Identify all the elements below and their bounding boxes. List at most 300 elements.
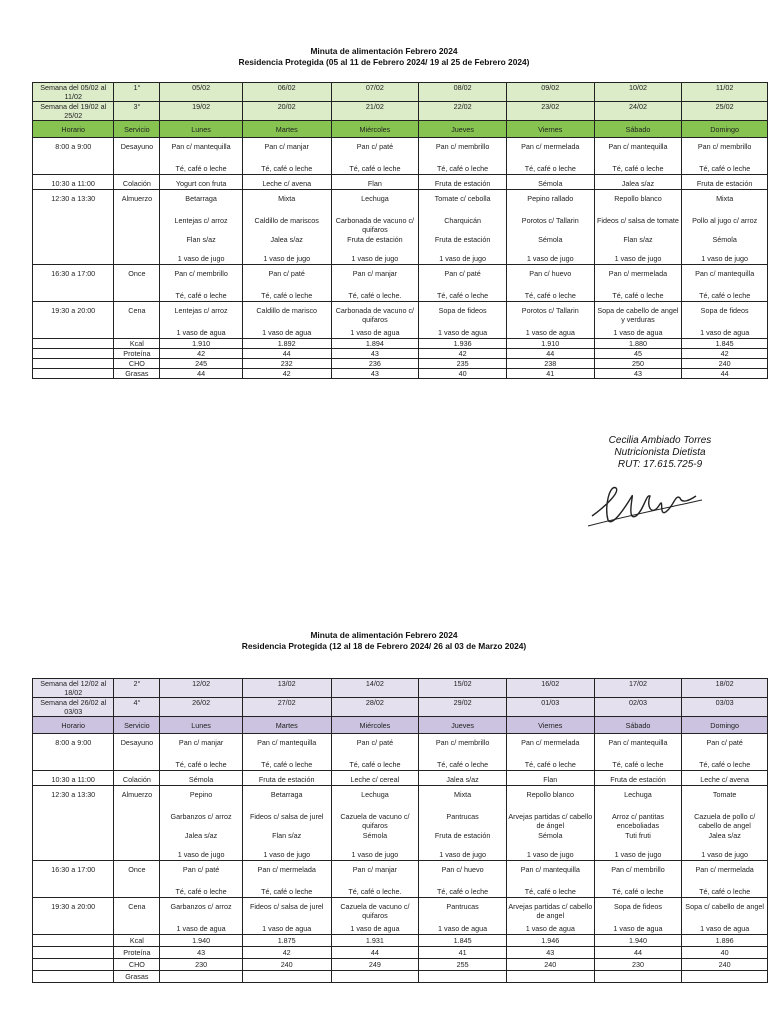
meal-service: Once [114,265,160,302]
meal-item: 1 vaso de agua [176,328,226,337]
nutrient-value: 42 [242,947,331,959]
meal-item: Arvejas partidas c/ cabello de ángel [508,812,593,830]
meal-cell [331,175,419,190]
nutrient-value: 1.931 [331,935,419,947]
header-row [33,121,768,138]
nutrition-row [33,971,768,983]
meal-item: Fruta de estación [696,179,753,188]
nutrient-value: 1.896 [682,935,768,947]
nutrient-value: 1.940 [594,935,682,947]
meal-item: Té, café o leche [261,164,313,173]
empty-cell [33,971,114,983]
meal-cell [331,898,419,935]
meal-item: 1 vaso de jugo [526,254,574,263]
meal-cell [160,861,242,898]
meal-cell [594,175,682,190]
nutrient-value [594,971,682,983]
meal-item: Sémola [188,775,214,784]
meal-item: Fideos c/ salsa de jurel [249,812,324,821]
meal-cell [506,734,594,771]
menu-table-week-1-3 [32,82,768,379]
meal-item: Betarraga [270,790,303,799]
nutrient-value: 230 [594,959,682,971]
nutrient-label: Grasas [114,971,160,983]
meal-item: Pan c/ mantequilla [257,738,317,747]
meal-service: Cena [114,302,160,339]
column-header: Sábado [594,717,682,734]
meal-cell [682,786,768,861]
meal-time: 16:30 a 17:00 [33,265,114,302]
nutrient-value: 245 [160,359,242,369]
meal-item: Jalea s/az [708,831,741,840]
meal-item: 1 vaso de agua [700,924,750,933]
empty-cell [33,339,114,349]
date-cell: 20/02 [242,102,331,121]
meal-item: Pepino rallado [527,194,574,203]
meal-item: Cazuela de pollo c/ cabello de angel [694,812,756,830]
meal-item: Carbonada de vacuno c/ quifaros [335,216,415,234]
meal-item: 1 vaso de jugo [614,254,662,263]
nutrient-value: 1.910 [160,339,242,349]
empty-cell [33,349,114,359]
meal-item: Pan c/ paté [706,738,743,747]
date-cell: 02/03 [594,698,682,717]
nutrient-value: 1.910 [506,339,594,349]
meal-row [33,861,768,898]
meal-cell [160,898,242,935]
date-cell: 03/03 [682,698,768,717]
meal-cell [682,898,768,935]
meal-time: 8:00 a 9:00 [33,734,114,771]
meal-item: 1 vaso de agua [350,328,400,337]
column-header: Servicio [114,717,160,734]
meal-row [33,734,768,771]
date-cell: 28/02 [331,698,419,717]
meal-cell [419,771,507,786]
meal-time: 19:30 a 20:00 [33,898,114,935]
meal-cell [242,734,331,771]
meal-service: Desayuno [114,138,160,175]
meal-cell [506,175,594,190]
meal-cell [242,302,331,339]
meal-service: Almuerzo [114,786,160,861]
date-cell: 23/02 [506,102,594,121]
column-header: Jueves [419,717,507,734]
meal-item: Pan c/ mantequilla [608,738,668,747]
meal-item: Pan c/ mermelada [608,269,668,278]
meal-item: 1 vaso de agua [438,924,488,933]
date-cell: 27/02 [242,698,331,717]
meal-item: Pan c/ manjar [352,269,398,278]
meal-time: 8:00 a 9:00 [33,138,114,175]
column-header: Domingo [682,121,768,138]
meal-item: Sémola [362,831,388,840]
column-header: Lunes [160,717,242,734]
header-row [33,717,768,734]
date-cell: 19/02 [160,102,242,121]
meal-cell [331,861,419,898]
meal-cell [682,190,768,265]
meal-item: Jalea s/az [446,775,479,784]
nutrient-label: Kcal [114,935,160,947]
meal-item: Jalea s/az [184,831,218,840]
meal-cell [160,786,242,861]
date-cell: 24/02 [594,102,682,121]
meal-item: Sémola [538,235,563,244]
empty-cell [33,359,114,369]
meal-item: Pan c/ membrillo [174,269,228,278]
column-header: Jueves [419,121,507,138]
nutrient-value: 232 [242,359,331,369]
meal-cell [160,190,242,265]
meal-item: Pan c/ huevo [529,269,572,278]
meal-cell [506,190,594,265]
meal-time: 10:30 a 11:00 [33,771,114,786]
meal-item: Té, café o leche [612,164,664,173]
meal-service: Once [114,861,160,898]
meal-item: Té, café o leche [524,887,576,896]
meal-item: 1 vaso de jugo [263,850,311,859]
date-cell: 11/02 [682,83,768,102]
meal-item: Porotos c/ Tallarin [521,216,579,225]
meal-item: Fruta de estación [434,235,491,244]
nutrient-value: 1.875 [242,935,331,947]
date-cell: 21/02 [331,102,419,121]
nutrition-row [33,359,768,369]
date-cell: 15/02 [419,679,507,698]
meal-cell [160,771,242,786]
nutrient-value [242,971,331,983]
meal-item: Mixta [716,194,734,203]
meal-cell [594,898,682,935]
date-cell: 14/02 [331,679,419,698]
signature-rut: RUT: 17.615.725-9 [617,459,703,470]
meal-cell [419,786,507,861]
meal-item: 1 vaso de agua [176,924,226,933]
empty-cell [33,959,114,971]
date-cell: 07/02 [331,83,419,102]
nutrient-value: 249 [331,959,419,971]
meal-item: 1 vaso de agua [700,328,750,337]
meal-cell [331,771,419,786]
meal-item: 1 vaso de agua [438,328,488,337]
meal-item: Té, café o leche. [348,291,402,300]
meal-item: 1 vaso de agua [613,924,663,933]
meal-item: Tomate [712,790,737,799]
meal-item: Té, café o leche [261,887,313,896]
week-label: Semana del 26/02 al 03/03 [33,698,114,717]
meal-cell [682,175,768,190]
meal-cell [506,898,594,935]
meal-item: 1 vaso de agua [262,328,312,337]
meal-cell [594,771,682,786]
meal-item: Té, café o leche [437,760,489,769]
meal-item: Garbanzos c/ arroz [170,902,232,911]
meal-cell [682,138,768,175]
meal-cell [682,771,768,786]
nutrient-value: 41 [506,369,594,379]
nutrient-value: 236 [331,359,419,369]
meal-item: Té, café o leche [699,887,751,896]
nutrient-value: 44 [682,369,768,379]
meal-cell [419,734,507,771]
nutrient-value [682,971,768,983]
nutrient-value: 44 [242,349,331,359]
meal-item: 1 vaso de agua [262,924,312,933]
meal-item: 1 vaso de jugo [526,850,574,859]
meal-item: Té, café o leche [175,291,227,300]
meal-item: Sémola [538,831,563,840]
meal-item: Flan [367,179,382,188]
week-label: Semana del 05/02 al 11/02 [33,83,114,102]
meal-item: Leche c/ avena [700,775,750,784]
meal-item: Té, café o leche [524,291,576,300]
meal-item: Fruta de estación [258,775,315,784]
meal-item: Lechuga [624,790,652,799]
meal-item: 1 vaso de jugo [351,850,399,859]
meal-row [33,190,768,265]
meal-item: Jalea s/az [621,179,655,188]
meal-cell [160,734,242,771]
nutrient-value: 42 [419,349,507,359]
nutrient-value: 230 [160,959,242,971]
meal-item: Pepino [189,790,213,799]
meal-item: Pan c/ membrillo [435,738,490,747]
meal-item: 1 vaso de jugo [701,254,749,263]
meal-item: Pan c/ mermelada [257,865,316,874]
meal-item: Sopa de fideos [613,902,662,911]
meal-item: Porotos c/ Tallarin [521,306,579,315]
meal-item: Pollo al jugo c/ arroz [692,216,758,225]
meal-item: Fruta de estación [434,831,491,840]
meal-time: 19:30 a 20:00 [33,302,114,339]
nutrient-value: 1.845 [419,935,507,947]
meal-item: Sopa c/ cabello de angel [685,902,765,911]
nutrition-row [33,369,768,379]
meal-cell [506,302,594,339]
signature-role: Nutricionista Dietista [614,447,706,458]
meal-item: 1 vaso de agua [613,328,663,337]
meal-item: Pan c/ manjar [178,738,224,747]
meal-item: Té, café o leche. [348,887,402,896]
meal-cell [506,861,594,898]
meal-service: Colación [114,771,160,786]
meal-cell [242,190,331,265]
meal-row [33,265,768,302]
column-header: Miércoles [331,121,419,138]
meal-item: Fruta de estación [610,775,666,784]
meal-service: Cena [114,898,160,935]
meal-item: Lentejas c/ arroz [174,216,228,225]
date-cell: 06/02 [242,83,331,102]
meal-cell [242,786,331,861]
meal-cell [242,771,331,786]
meal-item: Pan c/ manjar [264,142,309,151]
meal-cell [594,190,682,265]
nutrient-value: 43 [506,947,594,959]
date-cell: 01/03 [506,698,594,717]
nutrient-value: 238 [506,359,594,369]
meal-item: Pan c/ membrillo [697,142,752,151]
nutrient-value: 44 [506,349,594,359]
meal-item: Té, café o leche [349,760,401,769]
meal-item: Lechuga [361,790,389,799]
nutrient-value: 1.894 [331,339,419,349]
meal-row [33,786,768,861]
meal-cell [242,175,331,190]
meal-cell [594,861,682,898]
meal-cell [160,138,242,175]
date-cell: 12/02 [160,679,242,698]
column-header: Miércoles [331,717,419,734]
column-header: Martes [242,717,331,734]
meal-time: 16:30 a 17:00 [33,861,114,898]
meal-cell [419,898,507,935]
meal-item: Jalea s/az [270,235,303,244]
meal-cell [160,302,242,339]
nutrient-value: 45 [594,349,682,359]
meal-cell [419,861,507,898]
meal-item: Sopa de cabello de angel y verduras [597,306,679,324]
date-cell: 16/02 [506,679,594,698]
meal-item: Cazuela de vacuno c/ quifaros [340,812,410,830]
meal-item: Pan c/ paté [444,269,481,278]
nutrient-value: 1.880 [594,339,682,349]
menu-table-week-2-4 [32,678,768,983]
meal-item: Flan [543,775,558,784]
meal-item: Tomate c/ cebolla [434,194,491,203]
week-number: 3° [114,102,160,121]
meal-item: Pan c/ mermelada [521,142,580,151]
nutrient-value: 235 [419,359,507,369]
nutrient-label: CHO [114,359,160,369]
nutrition-row [33,959,768,971]
meal-item: Pan c/ membrillo [435,142,490,151]
week-label: Semana del 19/02 al 25/02 [33,102,114,121]
week-row [33,83,768,102]
meal-row [33,138,768,175]
meal-item: Té, café o leche [437,887,489,896]
nutrient-value [506,971,594,983]
meal-item: 1 vaso de jugo [439,850,486,859]
meal-item: Pan c/ paté [356,142,394,151]
meal-cell [594,265,682,302]
date-cell: 17/02 [594,679,682,698]
meal-cell [419,265,507,302]
meal-cell [506,771,594,786]
meal-cell [419,175,507,190]
column-header: Martes [242,121,331,138]
meal-item: Flan s/az [623,235,653,244]
menu-title-1: Minuta de alimentación Febrero 2024 [310,46,458,56]
meal-item: Té, café o leche [524,164,576,173]
meal-item: Lentejas c/ arroz [174,306,228,315]
week-number: 2° [114,679,160,698]
meal-cell [160,265,242,302]
menu-title-2: Minuta de alimentación Febrero 2024 [310,630,458,640]
nutrient-value [331,971,419,983]
meal-item: Té, café o leche [612,291,664,300]
meal-item: Pan c/ paté [182,865,220,874]
meal-cell [594,302,682,339]
nutrient-value: 1.892 [242,339,331,349]
meal-item: Arroz c/ pantitas enceboliadas [612,812,664,830]
meal-cell [242,861,331,898]
meal-cell [242,898,331,935]
meal-item: Té, café o leche [612,760,664,769]
meal-item: Betarraga [185,194,217,203]
nutrient-value: 40 [682,947,768,959]
meal-item: Leche c/ cereal [350,775,400,784]
date-cell: 05/02 [160,83,242,102]
nutrient-label: Kcal [114,339,160,349]
meal-item: Pantrucas [446,812,479,821]
nutrient-value: 41 [419,947,507,959]
meal-item: 1 vaso de jugo [351,254,399,263]
meal-item: Leche c/ avena [262,179,312,188]
nutrient-value: 1.936 [419,339,507,349]
date-cell: 22/02 [419,102,507,121]
meal-cell [594,734,682,771]
meal-item: 1 vaso de jugo [701,850,749,859]
meal-item: Pan c/ mermelada [521,738,580,747]
meal-item: Sopa de fideos [700,306,749,315]
date-cell: 13/02 [242,679,331,698]
nutrient-label: Proteína [114,349,160,359]
meal-item: Cazuela de vacuno c/ quifaros [340,902,410,920]
nutrient-value: 43 [160,947,242,959]
meal-item: Repollo blanco [526,790,575,799]
column-header: Servicio [114,121,160,138]
meal-item: Tuti fruti [625,831,651,840]
meal-item: Sémola [712,235,737,244]
nutrient-value: 240 [506,959,594,971]
meal-item: Té, café o leche [175,887,227,896]
date-cell: 26/02 [160,698,242,717]
meal-item: Carbonada de vacuno c/ quifaros [335,306,415,324]
meal-cell [331,786,419,861]
meal-item: Té, café o leche [699,291,751,300]
meal-item: Pan c/ mantequilla [171,142,231,151]
meal-item: Charquicán [444,216,481,225]
meal-item: Pan c/ mermelada [695,865,754,874]
meal-cell [331,302,419,339]
meal-item: Té, café o leche [524,760,576,769]
meal-cell [506,138,594,175]
date-cell: 10/02 [594,83,682,102]
nutrient-value: 42 [242,369,331,379]
date-cell: 08/02 [419,83,507,102]
meal-service: Colación [114,175,160,190]
nutrient-value: 44 [594,947,682,959]
empty-cell [33,947,114,959]
meal-item: Yogurt con fruta [175,179,227,188]
meal-item: Pan c/ mantequilla [608,142,668,151]
meal-cell [594,138,682,175]
nutrient-label: Proteína [114,947,160,959]
week-row [33,679,768,698]
nutrient-value: 1.946 [506,935,594,947]
meal-cell [682,861,768,898]
meal-item: Fideos c/ salsa de tomate [597,216,679,225]
meal-item: Fideos c/ salsa de jurel [249,902,324,911]
meal-item: Arvejas partidas c/ cabello de angel [508,902,593,920]
meal-item: Flan s/az [186,235,216,244]
nutrient-value: 42 [160,349,242,359]
meal-item: Repollo blanco [614,194,662,203]
meal-item: Pan c/ paté [268,269,305,278]
meal-item: Sémola [538,179,563,188]
